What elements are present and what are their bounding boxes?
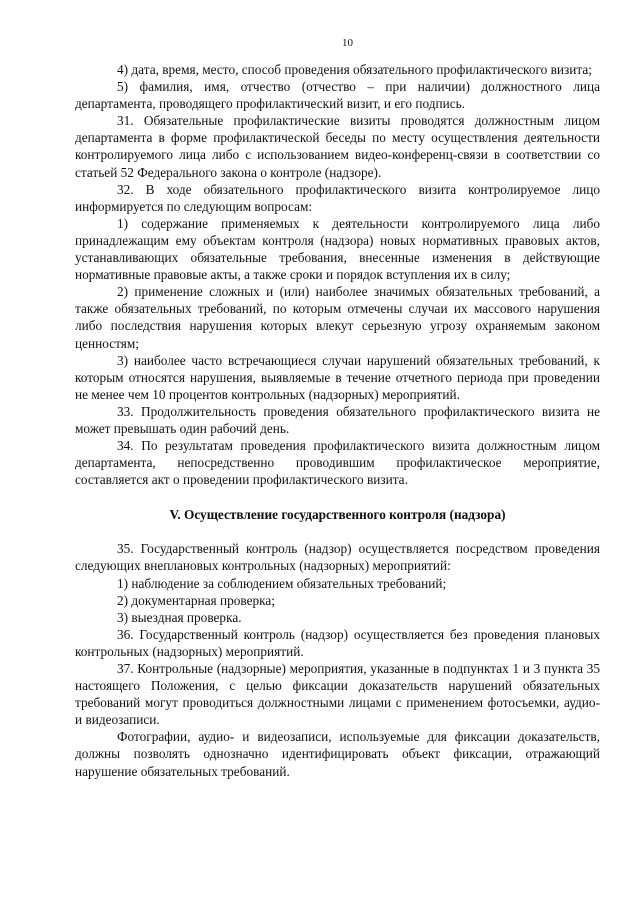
document-body <box>75 61 600 780</box>
paragraph-photos: Фотографии, аудио- и видеозаписи, используемые для фиксации доказательств, должны позволять однозначно идентифицировать объект фиксации, отражающий нарушение обязательных требований. <box>75 729 600 779</box>
paragraph-36: 36. Государственный контроль (надзор) осуществляется без проведения плановых контрольных (надзорных) мероприятий. <box>75 626 600 659</box>
paragraph-35: 35. Государственный контроль (надзор) осуществляется посредством проведения следующих внеплановых контрольных (надзорных) мероприятий: <box>75 541 600 574</box>
paragraph-37: 37. Контрольные (надзорные) мероприятия, указанные в подпунктах 1 и 3 пункта 35 настоящего Положения, с целью фиксации доказательств нарушений обязательных требований могут проводиться должностными лицами с применением фотосъемки, аудио- и видеозаписи. <box>75 661 600 728</box>
paragraph-35-item-1: 1) наблюдение за соблюдением обязательных требований; <box>117 575 447 591</box>
section-heading: V. Осуществление государственного контроля (надзора) <box>169 507 506 523</box>
paragraph-33: 33. Продолжительность проведения обязательного профилактического визита не может превышать один рабочий день. <box>75 403 600 436</box>
paragraph-34: 34. По результатам проведения профилактического визита должностным лицом департамента, непосредственно проводившим профилактическое мероприятие, составляется акт о проведении профилактического визита. <box>75 438 600 488</box>
paragraph-31: 31. Обязательные профилактические визиты проводятся должностным лицом департамента в форме профилактической беседы по месту осуществления деятельности контролируемого лица либо с использованием видео-конференц-связи в соответствии со статьей 52 Федерального закона о контроле (надзоре). <box>75 113 600 180</box>
paragraph-32-item-2: 2) применение сложных и (или) наиболее значимых обязательных требований, а также обязательных требований, по которым отмечены случаи их массового нарушения либо последствия нарушения которых влекут серьезную угрозу охраняемым законом ценностям; <box>75 284 600 351</box>
paragraph-item-5-name: 5) фамилия, имя, отчество (отчество – при наличии) должностного лица департамента, проводящего профилактический визит, и его подпись. <box>75 79 600 112</box>
paragraph-item-4-date-time: 4) дата, время, место, способ проведения обязательного профилактического визита; <box>117 62 592 77</box>
paragraph-32-item-1: 1) содержание применяемых к деятельности контролируемого лица либо принадлежащим ему объектам контроля (надзора) новых нормативных правовых актов, устанавливающих обязательные требования, внесенные изменения в действующие нормативные правовые акты, а также сроки и порядок вступления их в силу; <box>75 215 600 283</box>
page-number: 10 <box>342 37 353 49</box>
paragraph-35-item-3: 3) выездная проверка. <box>117 609 242 625</box>
paragraph-32-item-3: 3) наиболее часто встречающиеся случаи нарушений обязательных требований, к которым относятся нарушения, выявляемые в течение отчетного периода при проведении не менее чем 10 процентов контрольных (надзорных) мероприятий. <box>75 352 600 402</box>
paragraph-35-item-2: 2) документарная проверка; <box>117 592 275 608</box>
paragraph-32: 32. В ходе обязательного профилактического визита контролируемое лицо информируется по следующим вопросам: <box>75 181 600 214</box>
